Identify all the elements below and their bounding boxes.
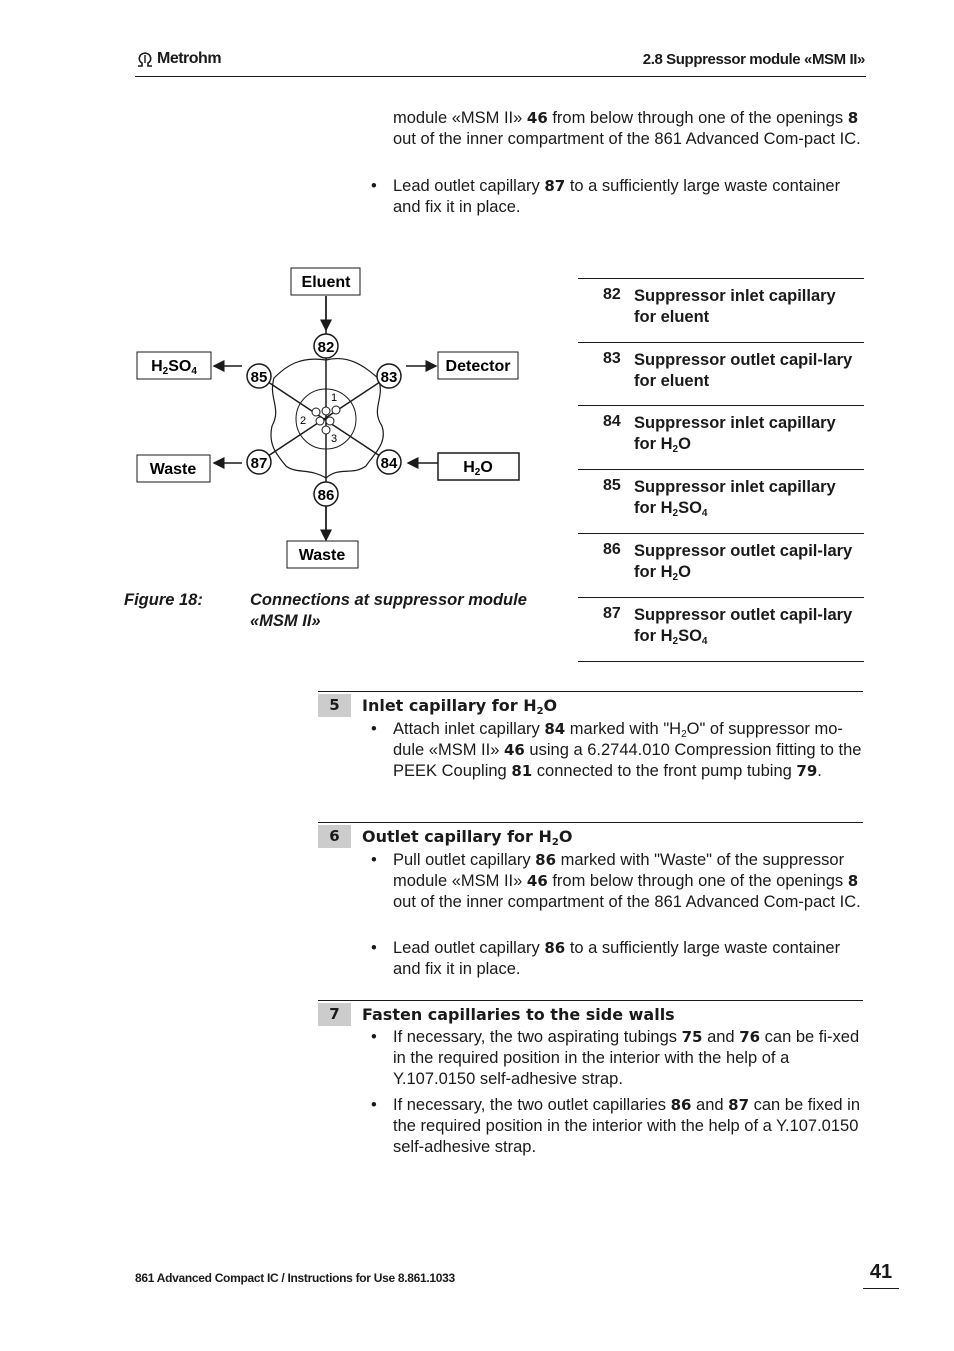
bullet-text: Attach inlet capillary 84 marked with "$H_2O$" of suppressor mo-dule «MSM II» 46 using a 6.2744.010 Compression fitting to the PEEK Coupling 81 connected to the front pump tubing 79.: [393, 720, 862, 780]
step-5-bullet: [371, 719, 863, 782]
footer-document-title: 861 Advanced Compact IC / Instructions for Use 8.861.1033: [135, 1271, 455, 1285]
figure-label: Figure 18:: [124, 591, 203, 609]
legend-row: [578, 533, 864, 597]
waste-bottom-box: [287, 541, 358, 568]
step-7-number: 7: [318, 1003, 351, 1026]
step-6-bullet: [371, 850, 863, 913]
svg-text:Waste: Waste: [298, 547, 346, 564]
text-run: module «MSM II»: [393, 109, 527, 127]
bullet-dot: •: [371, 851, 377, 869]
bullet-text: If necessary, the two outlet capillaries 86 and 87 can be fixed in the required position in the interior with the help of a Y.107.0150 self-adhesive strap.: [393, 1096, 861, 1156]
bullet-text: [393, 176, 863, 218]
capillary-87-marker: [247, 450, 271, 474]
svg-text:83: 83: [380, 369, 398, 386]
legend-row: [578, 469, 864, 533]
step-5-number: 5: [318, 694, 351, 717]
svg-text:H2SO4: H2SO4: [151, 358, 197, 377]
capillary-86-marker: [314, 482, 338, 506]
capillary-83-marker: [377, 364, 401, 388]
svg-text:87: 87: [250, 455, 268, 472]
legend-number: 82: [603, 286, 621, 303]
legend-text: Suppressor outlet capil-lary for $H_2SO_4$: [634, 606, 853, 647]
port-label: 2: [300, 415, 307, 427]
port-ring: [332, 406, 340, 414]
bullet-dot: •: [371, 1096, 377, 1114]
svg-text:86: 86: [317, 487, 335, 504]
intro-paragraph: [393, 108, 863, 150]
bullet-dot: •: [371, 720, 377, 738]
port-ring: [326, 417, 334, 425]
logo-text: Metrohm: [157, 50, 222, 67]
capillary-85-marker: [247, 364, 271, 388]
svg-text:Detector: Detector: [445, 358, 511, 375]
h2so4-box: [137, 352, 211, 379]
bullet-dot: •: [371, 177, 377, 195]
page-number-rule: [863, 1288, 899, 1289]
bullet-dot: •: [371, 939, 377, 957]
step-6-title: Outlet capillary for $H_2O$: [362, 827, 573, 848]
legend-number: 84: [603, 413, 621, 430]
capillary-84-marker: [377, 450, 401, 474]
step-rule: [318, 822, 863, 823]
svg-text:H2O: H2O: [463, 459, 493, 478]
bullet-text: If necessary, the two aspirating tubings 75 and 76 can be fi-xed in the required position in the interior with the help of a Y.107.0150 self-adhesive strap.: [393, 1028, 860, 1088]
legend-row: [578, 278, 864, 342]
bullet-text: Lead outlet capillary 86 to a sufficiently large waste container and fix it in place.: [393, 939, 841, 978]
metrohm-omega-icon: [135, 50, 155, 68]
capillary-82-marker: [314, 334, 338, 358]
legend-number: 87: [603, 605, 621, 622]
bullet-dot: •: [371, 1028, 377, 1046]
metrohm-logo: [135, 50, 221, 68]
svg-text:Waste: Waste: [149, 461, 197, 478]
legend-number: 83: [603, 350, 621, 367]
bullet-text: Pull outlet capillary 86 marked with "Waste" of the suppressor module «MSM II» 46 from below through one of the openings 8 out of the inner compartment of the 861 Advanced Com-pact IC.: [393, 851, 861, 911]
suppressor-connection-diagram: [120, 258, 540, 578]
port-ring: [322, 426, 330, 434]
legend-text: Suppressor inlet capillary for $H_2O$: [634, 414, 836, 455]
text-run: to a sufficiently large waste container and fix it in place.: [393, 177, 841, 216]
detector-box: [438, 352, 518, 379]
svg-text:82: 82: [317, 339, 335, 356]
svg-text:85: 85: [250, 369, 268, 386]
capillary-legend-table: [578, 278, 864, 662]
legend-number: 86: [603, 541, 621, 558]
header-rule: [135, 76, 866, 77]
step-5-title: Inlet capillary for $H_2O$: [362, 696, 558, 717]
step-7-title: Fasten capillaries to the side walls: [362, 1005, 675, 1024]
step-7-bullet: [371, 1027, 863, 1090]
step-rule: [318, 1000, 863, 1001]
figure-caption-text: Connections at suppressor module «MSM II»: [250, 591, 527, 630]
svg-text:Eluent: Eluent: [301, 274, 351, 291]
legend-row: [578, 597, 864, 662]
legend-text: Suppressor outlet capil-lary for eluent: [634, 351, 853, 390]
port-ring: [316, 417, 324, 425]
text-run: Lead outlet capillary: [393, 177, 545, 195]
legend-number: 85: [603, 477, 621, 494]
section-title: 2.8 Suppressor module «MSM II»: [642, 51, 865, 68]
legend-text: Suppressor outlet capil-lary for $H_2O$: [634, 542, 853, 583]
ref-number: 8: [847, 109, 859, 127]
intro-bullet: [371, 176, 863, 218]
step-6-bullet: [371, 938, 863, 980]
ref-number: 87: [544, 177, 566, 195]
ref-number: 46: [526, 109, 548, 127]
port-ring: [312, 408, 320, 416]
port-label: 1: [331, 392, 338, 404]
port-ring: [322, 407, 330, 415]
step-rule: [318, 691, 863, 692]
legend-row: [578, 342, 864, 405]
legend-row: [578, 405, 864, 469]
waste-left-box: [137, 455, 210, 482]
page-number: 41: [869, 1261, 893, 1283]
svg-text:84: 84: [380, 455, 398, 472]
step-6-number: 6: [318, 825, 351, 848]
text-run: out of the inner compartment of the 861 Advanced Com-pact IC.: [393, 130, 861, 148]
text-run: from below through one of the openings: [547, 109, 848, 127]
legend-text: Suppressor inlet capillary for $H_2SO_4$: [634, 478, 836, 519]
port-label: 3: [331, 433, 338, 445]
eluent-box: [291, 268, 360, 295]
step-7-bullet: [371, 1095, 863, 1158]
legend-text: Suppressor inlet capillary for eluent: [634, 287, 836, 326]
h2o-box: [438, 453, 519, 480]
